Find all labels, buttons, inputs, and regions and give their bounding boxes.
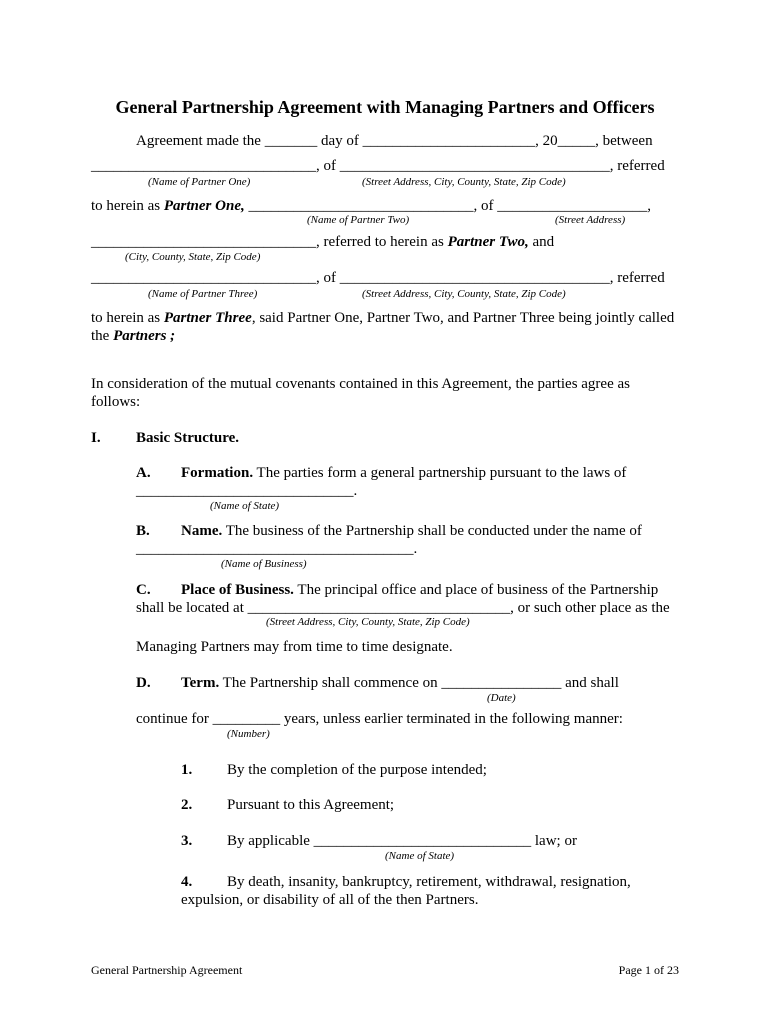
caption-partner-two-city: (City, County, State, Zip Code) [125, 251, 261, 263]
item-d-letter: D. [136, 675, 151, 691]
term-1-number: 1. [181, 762, 193, 778]
item-b-blank: _____________________________________. [136, 541, 418, 557]
item-c-line-2: shall be located at ___________________________________, or such other place as the [136, 600, 670, 616]
caption-state-name: (Name of State) [210, 500, 280, 512]
term-1-text: By the completion of the purpose intended; [227, 762, 487, 778]
term-4-number: 4. [181, 874, 193, 890]
intro-line-6 [91, 309, 674, 327]
caption-partner-one-name: (Name of Partner One) [148, 176, 251, 188]
intro-line-4-prefix: ______________________________, referred to herein as [91, 234, 448, 250]
item-a-text: The parties form a general partnership pursuant to the laws of [253, 465, 627, 481]
term-4-line-2: expulsion, or disability of all of the then Partners. [181, 892, 479, 908]
intro-line-6-prefix: to herein as [91, 310, 164, 326]
caption-term-state-name: (Name of State) [385, 850, 455, 862]
item-d-heading: Term. [181, 675, 220, 691]
item-c-line-3: Managing Partners may from time to time designate. [136, 639, 453, 655]
caption-number: (Number) [227, 728, 270, 740]
item-a-line-1 [181, 464, 626, 482]
footer-document-name: General Partnership Agreement [91, 963, 243, 977]
partner-two-term: Partner Two, [447, 234, 529, 250]
item-d-line-1 [181, 674, 619, 692]
intro-line-2: ______________________________, of ____________________________________, referred [91, 158, 665, 174]
item-b-line-1 [181, 522, 642, 540]
intro-line-5: ______________________________, of ____________________________________, referred [91, 270, 665, 286]
term-3-number: 3. [181, 833, 193, 849]
intro-line-3 [91, 197, 651, 215]
caption-partner-three-address: (Street Address, City, County, State, Zip Code) [362, 288, 566, 300]
intro-line-7-prefix: the [91, 328, 114, 344]
intro-line-1: Agreement made the _______ day of _______________________, 20_____, between [136, 133, 653, 149]
footer-page-number: Page 1 of 23 [618, 963, 679, 977]
section-1-heading: Basic Structure. [136, 430, 240, 446]
caption-date: (Date) [487, 692, 516, 704]
document-title: General Partnership Agreement with Managing Partners and Officers [115, 97, 655, 117]
item-c-text: The principal office and place of business of the Partnership [293, 582, 659, 598]
item-b-text: The business of the Partnership shall be conducted under the name of [222, 523, 642, 539]
partner-one-term: Partner One, [163, 198, 245, 214]
term-2-number: 2. [181, 797, 193, 813]
item-d-text: The Partnership shall commence on ________________ and shall [219, 675, 619, 691]
item-c-line-1 [181, 581, 658, 599]
consideration-line-1: In consideration of the mutual covenants contained in this Agreement, the parties agree as [91, 376, 630, 392]
term-3-text: By applicable _____________________________ law; or [227, 833, 577, 849]
caption-business-name: (Name of Business) [221, 558, 307, 570]
section-1-number: I. [91, 430, 101, 446]
item-d-line-2: continue for _________ years, unless earlier terminated in the following manner: [136, 711, 623, 727]
consideration-line-2: follows: [91, 394, 141, 410]
partner-three-term: Partner Three [163, 310, 252, 326]
intro-line-4-rest: and [528, 234, 555, 250]
caption-partner-one-address: (Street Address, City, County, State, Zip Code) [362, 176, 566, 188]
intro-line-3-prefix: to herein as [91, 198, 164, 214]
intro-line-4 [91, 233, 554, 251]
item-a-blank: _____________________________. [136, 483, 358, 499]
term-2-text: Pursuant to this Agreement; [227, 797, 395, 813]
caption-partner-two-address: (Street Address) [555, 214, 626, 226]
intro-line-3-rest: ______________________________, of ____________________, [244, 198, 651, 214]
item-b-heading: Name. [181, 523, 223, 539]
caption-partner-two-name: (Name of Partner Two) [307, 214, 410, 226]
item-a-letter: A. [136, 465, 151, 481]
item-c-heading: Place of Business. [181, 582, 294, 598]
partners-term: Partners ; [113, 328, 176, 344]
caption-partner-three-name: (Name of Partner Three) [148, 288, 258, 300]
item-a-heading: Formation. [181, 465, 254, 481]
caption-business-address: (Street Address, City, County, State, Zip Code) [266, 616, 470, 628]
intro-line-6-rest: , said Partner One, Partner Two, and Partner Three being jointly called [251, 310, 675, 326]
intro-line-7 [91, 327, 175, 345]
item-c-letter: C. [136, 582, 151, 598]
item-b-letter: B. [136, 523, 150, 539]
term-4-text: By death, insanity, bankruptcy, retirement, withdrawal, resignation, [227, 874, 631, 890]
